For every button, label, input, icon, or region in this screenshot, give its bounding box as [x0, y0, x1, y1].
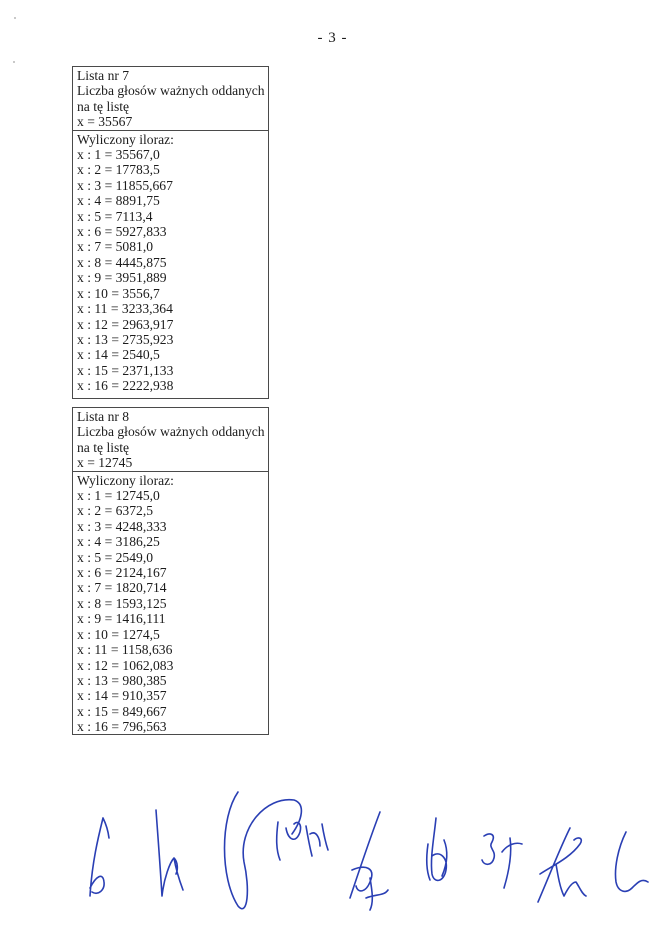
- quotient-row: x : 2 = 17783,5: [77, 162, 160, 178]
- quotient-row: x : 11 = 1158,636: [77, 642, 173, 658]
- list-header: [73, 408, 268, 472]
- list-title: Lista nr 8: [77, 409, 130, 424]
- votes-label-cont: na tę listę: [77, 439, 130, 455]
- page-number: - 3 -: [317, 30, 348, 46]
- quotient-row: x : 7 = 1820,714: [77, 580, 167, 596]
- quotient-row: x : 4 = 8891,75: [77, 193, 160, 209]
- quotient-section: [73, 472, 268, 735]
- votes-label: Liczba głosów ważnych oddanych: [77, 83, 265, 99]
- quotient-label: Wyliczony iloraz:: [77, 472, 174, 488]
- votes-label-cont: na tę listę: [77, 98, 130, 114]
- quotient-row: x : 16 = 796,563: [77, 719, 167, 735]
- quotient-row: x : 6 = 5927,833: [77, 224, 167, 240]
- quotient-row: x : 15 = 2371,133: [77, 362, 174, 378]
- quotient-row: x : 14 = 2540,5: [77, 347, 160, 363]
- quotient-row: x : 1 = 12745,0: [77, 488, 160, 504]
- list-7-box: [72, 66, 269, 399]
- quotient-row: x : 13 = 980,385: [77, 672, 167, 688]
- quotient-row: x : 11 = 3233,364: [77, 301, 173, 317]
- quotient-row: x : 5 = 7113,4: [77, 208, 153, 224]
- signatures: [70, 778, 660, 928]
- list-8-box: [72, 407, 269, 735]
- signature-5: [427, 818, 447, 880]
- quotient-row: x : 7 = 5081,0: [77, 239, 154, 255]
- votes-value: x = 35567: [77, 114, 133, 130]
- list-title: Lista nr 7: [77, 68, 130, 83]
- quotient-list: [77, 488, 264, 735]
- quotient-row: x : 12 = 1062,083: [77, 657, 174, 673]
- signature-4: [350, 812, 388, 910]
- quotient-row: x : 13 = 2735,923: [77, 331, 174, 347]
- signature-3: [225, 792, 329, 909]
- quotient-row: x : 12 = 2963,917: [77, 316, 174, 332]
- votes-label: Liczba głosów ważnych oddanych: [77, 424, 265, 440]
- quotient-row: x : 2 = 6372,5: [77, 503, 154, 519]
- quotient-section: [73, 131, 268, 394]
- quotient-row: x : 1 = 35567,0: [77, 147, 160, 163]
- signature-7: [538, 828, 586, 902]
- quotient-row: x : 14 = 910,357: [77, 688, 167, 704]
- signature-1: [90, 818, 109, 896]
- quotient-row: x : 10 = 1274,5: [77, 626, 160, 642]
- quotient-row: x : 9 = 1416,111: [77, 611, 166, 627]
- signature-2: [156, 810, 183, 896]
- quotient-row: x : 15 = 849,667: [77, 703, 167, 719]
- scan-speck: [13, 61, 15, 63]
- quotient-row: x : 10 = 3556,7: [77, 285, 160, 301]
- quotient-row: x : 16 = 2222,938: [77, 378, 174, 394]
- quotient-list: [77, 147, 264, 394]
- quotient-row: x : 8 = 4445,875: [77, 254, 167, 270]
- quotient-row: x : 6 = 2124,167: [77, 565, 167, 581]
- signature-8: [615, 832, 648, 891]
- quotient-row: x : 8 = 1593,125: [77, 595, 167, 611]
- quotient-row: x : 5 = 2549,0: [77, 549, 154, 565]
- quotient-row: x : 3 = 4248,333: [77, 518, 167, 534]
- scan-speck: [14, 17, 16, 19]
- quotient-label: Wyliczony iloraz:: [77, 131, 174, 147]
- signature-6: [482, 834, 522, 888]
- quotient-row: x : 3 = 11855,667: [77, 177, 173, 193]
- list-header: [73, 67, 268, 131]
- quotient-row: x : 4 = 3186,25: [77, 534, 160, 550]
- quotient-row: x : 9 = 3951,889: [77, 270, 167, 286]
- votes-value: x = 12745: [77, 455, 133, 471]
